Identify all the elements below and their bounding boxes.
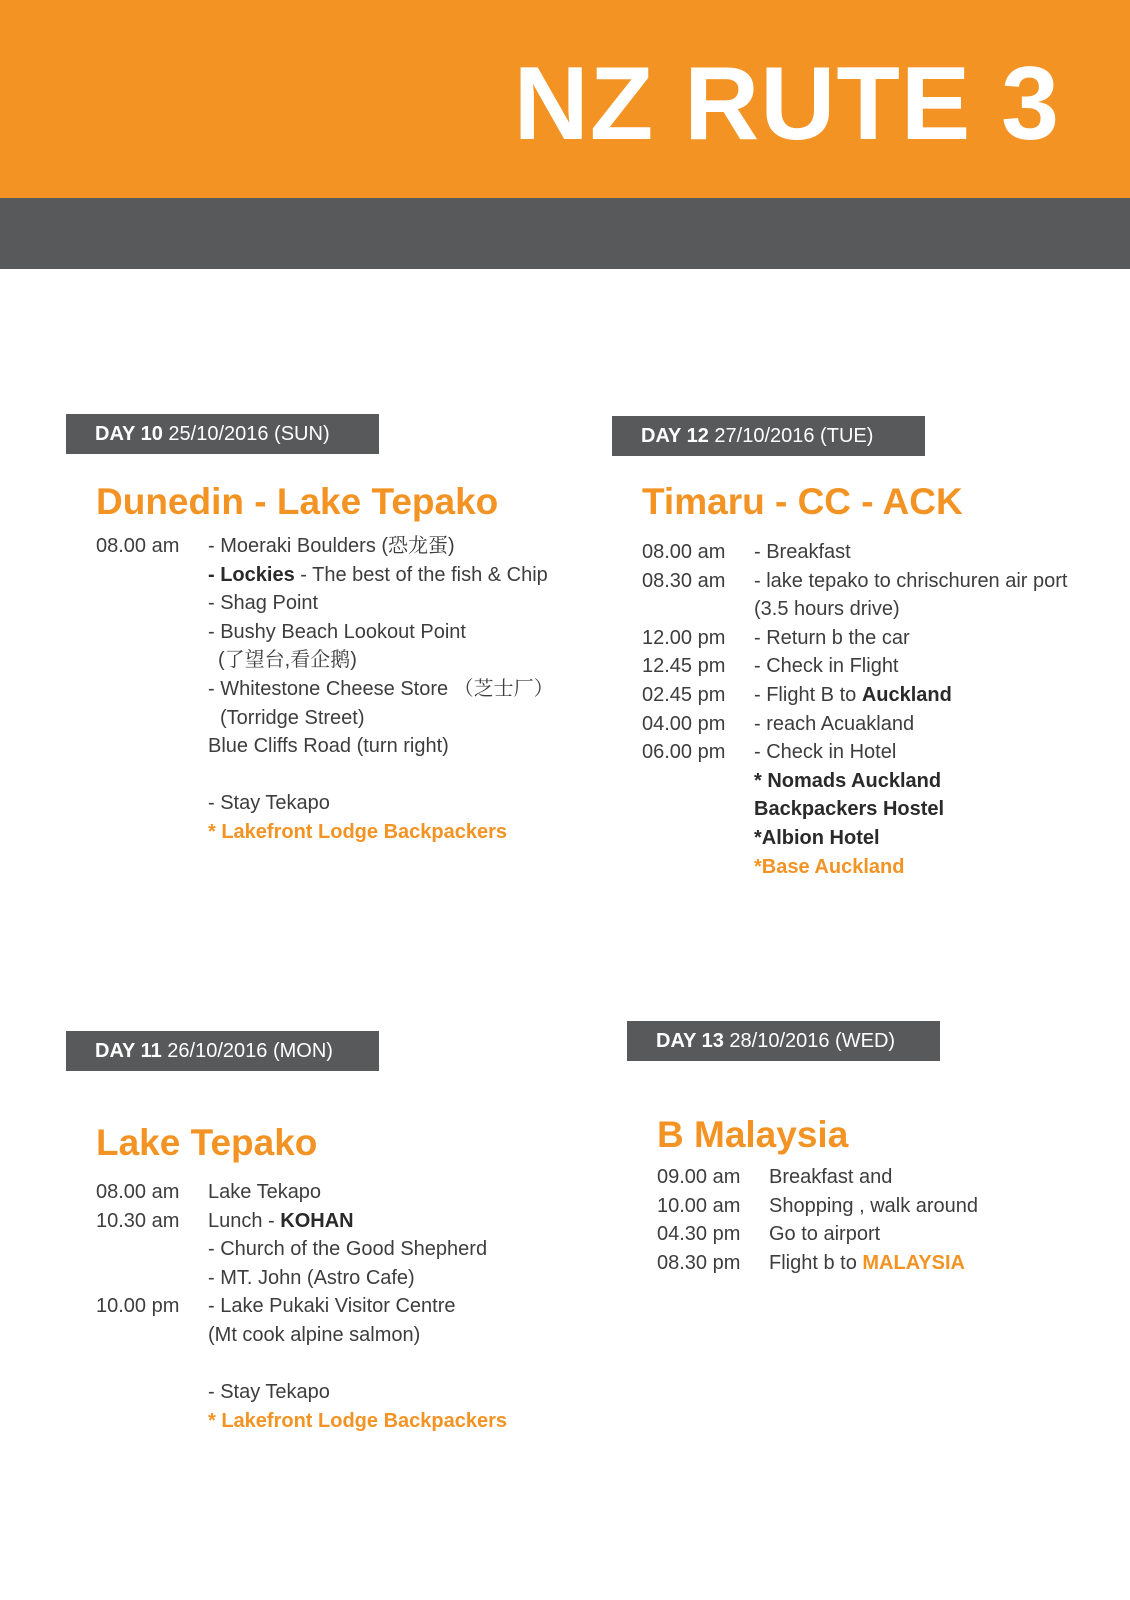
activity: Blue Cliffs Road (turn right) [208,735,449,758]
time: 10.00 am [657,1194,741,1217]
activity: - Return b the car [754,626,910,649]
activity: Shopping , walk around [769,1194,979,1217]
day11-section [66,1031,586,1435]
activity: (Torridge Street) [220,706,365,729]
time: 04.30 pm [657,1223,741,1246]
list-item [657,1163,1130,1192]
activity: (了望台,看企鹅) [218,649,357,672]
day12-heading: Timaru - CC - ACK [642,481,963,522]
activity: - Moeraki Boulders (恐龙蛋) [208,535,455,557]
activity: - Stay Tekapo [208,1381,330,1404]
header-band [0,198,1130,269]
activity: (3.5 hours drive) [754,598,900,621]
time: 10.30 am [96,1209,180,1232]
list-item [96,1292,586,1321]
day13-date: 28/10/2016 (WED) [729,1030,896,1052]
activity: - Lake Pukaki Visitor Centre [208,1295,456,1318]
list-item [96,1264,586,1293]
highlight: Auckland [861,683,952,706]
list-item [657,1220,1130,1249]
dash: - [208,563,221,586]
highlight: KOHAN [280,1209,354,1232]
time: 08.00 am [642,541,726,563]
highlight: Lockies [220,563,295,586]
day12-date: 27/10/2016 (TUE) [714,425,874,447]
list-item [642,795,1130,824]
list-item [96,532,586,561]
day12-label: DAY 12 [641,425,709,447]
activity: - Check in Hotel [754,741,897,764]
activity: - Stay Tekapo [208,792,330,815]
accommodation: * Lakefront Lodge Backpackers [208,820,507,843]
day11-badge [66,1031,379,1071]
page-title: NZ RUTE 3 [513,46,1060,162]
activity: Flight b to [769,1251,863,1274]
list-item [96,1178,586,1207]
day13-label: DAY 13 [656,1030,724,1052]
activity: - reach Acuakland [754,712,915,735]
activity: - Whitestone Cheese Store （芝士厂） [208,677,554,700]
list-item [96,618,586,647]
list-item [96,1378,586,1407]
accommodation: *Base Auckland [754,855,905,878]
list-item [96,675,586,704]
activity: - lake tepako to chrischuren air port [754,569,1068,592]
time: 02.45 pm [642,683,726,706]
day13-heading: B Malaysia [657,1114,849,1155]
day11-schedule [96,1178,586,1435]
day13-schedule [657,1163,1130,1277]
activity: - Breakfast [754,541,851,563]
activity: (Mt cook alpine salmon) [208,1323,421,1346]
list-item [96,589,586,618]
list-item [96,789,586,818]
accommodation: *Albion Hotel [754,826,880,849]
activity: - Church of the Good Shepherd [208,1238,488,1261]
list-item [657,1249,1130,1278]
day12-section [612,416,1130,881]
list-item [96,1407,586,1436]
list-item [642,538,1130,567]
day10-heading: Dunedin - Lake Tepako [96,481,499,522]
day12-schedule [642,538,1130,881]
time: 12.00 pm [642,626,726,649]
list-item [642,652,1130,681]
list-item [642,767,1130,796]
time: 12.45 pm [642,655,726,678]
activity: - Shag Point [208,592,319,615]
list-item [96,646,586,675]
list-item [96,1207,586,1236]
time: 08.30 am [642,569,726,592]
day11-heading: Lake Tepako [96,1122,318,1163]
day11-label: DAY 11 [95,1040,162,1062]
activity: Go to airport [769,1223,881,1246]
day10-section [66,414,586,847]
list-item [642,738,1130,767]
time: 04.00 pm [642,712,726,735]
list-item [642,710,1130,739]
list-item [96,818,586,847]
header-banner [0,0,1130,198]
list-item [657,1192,1130,1221]
activity: Breakfast and [769,1166,893,1188]
activity: - Check in Flight [754,655,899,678]
accommodation: Backpackers Hostel [754,798,945,821]
time: 08.00 am [96,535,180,557]
list-item [642,824,1130,853]
activity: - Bushy Beach Lookout Point [208,620,466,643]
list-item [642,595,1130,624]
list-item [96,561,586,590]
activity: Lunch - [208,1209,281,1232]
day10-date: 25/10/2016 (SUN) [168,423,330,445]
accommodation: * Lakefront Lodge Backpackers [208,1409,507,1432]
day11-date: 26/10/2016 (MON) [167,1040,333,1062]
highlight: MALAYSIA [862,1251,965,1274]
list-item [642,681,1130,710]
time: 08.30 pm [657,1251,741,1274]
day12-badge [612,416,925,456]
day13-section [627,1021,1130,1277]
time: 10.00 pm [96,1295,180,1318]
list-item [642,853,1130,882]
list-item [642,624,1130,653]
list-item [96,732,586,761]
activity: - The best of the fish & Chip [294,563,548,586]
day10-schedule [96,532,586,847]
activity: - Flight B to [754,683,862,706]
time: 08.00 am [96,1181,180,1203]
activity: Lake Tekapo [208,1181,322,1203]
list-item [642,567,1130,596]
day10-badge [66,414,379,454]
list-item [96,1321,586,1350]
activity: - MT. John (Astro Cafe) [208,1266,415,1289]
list-item [96,704,586,733]
time: 06.00 pm [642,741,726,764]
day10-label: DAY 10 [95,423,163,445]
day13-badge [627,1021,940,1061]
accommodation: * Nomads Auckland [754,769,942,792]
list-item [96,1235,586,1264]
time: 09.00 am [657,1166,741,1188]
